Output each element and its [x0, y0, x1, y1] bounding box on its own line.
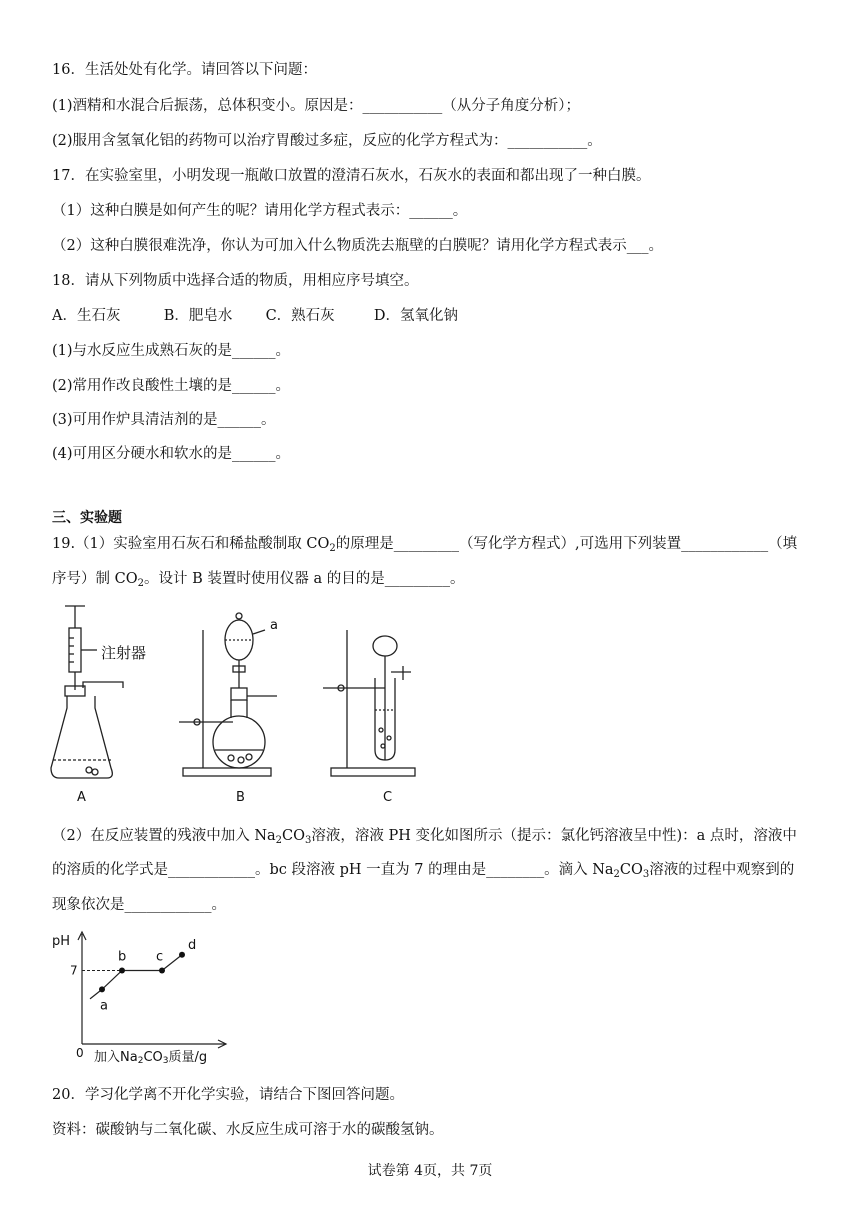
point-a	[99, 986, 105, 992]
q18-options	[52, 306, 458, 326]
chart-xlabel: 加入Na2CO3质量/g	[94, 1050, 208, 1066]
section-title: 三、实验题	[52, 510, 122, 526]
point-label-d: d	[188, 937, 197, 953]
apparatus-figure	[45, 600, 425, 815]
origin-label: 0	[76, 1046, 84, 1060]
q16-part2: (2)服用含氢氧化铝的药物可以治疗胃酸过多症，反应的化学方程式为：___________。	[52, 133, 602, 149]
q19-part2-line2: 的溶质的化学式是____________。bc 段溶液 pH 一直为 7 的理由是________。滴入 $Na_2CO_3$溶液的过程中观察到的	[52, 862, 795, 880]
point-c	[159, 968, 165, 974]
q18-part1: (1)与水反应生成熟石灰的是______。	[52, 343, 291, 359]
y-axis-label: pH	[52, 934, 71, 949]
point-label-c: c	[156, 949, 164, 965]
q18-part4: (4)可用区分硬水和软水的是______。	[52, 446, 291, 462]
q18-option-d: D．氢氧化钠	[373, 308, 459, 324]
point-label-b: b	[118, 949, 127, 965]
figure-label-a: A	[77, 790, 86, 805]
q18-option-b: B．肥皂水	[163, 308, 233, 324]
page-footer: 试卷第 4页，共 7页	[367, 1163, 493, 1179]
funnel-a-label: a	[270, 618, 278, 633]
y-tick-7: 7	[70, 963, 78, 978]
q18-part3: (3)可用作炉具清洁剂的是______。	[52, 412, 276, 428]
apparatus-b	[179, 613, 277, 776]
q18-stem: 18．请从下列物质中选择合适的物质，用相应序号填空。	[52, 273, 419, 289]
q16-part1: (1)酒精和水混合后振荡，总体积变小。原因是：___________（从分子角度分析）；	[52, 98, 581, 114]
q19-line2: 序号）制 $CO_2$。设计 B 装置时使用仪器 a 的目的是_________。	[52, 571, 465, 589]
ph-line	[90, 955, 182, 999]
apparatus-a	[51, 606, 123, 778]
q17-part1: （1）这种白膜是如何产生的呢？请用化学方程式表示：______。	[52, 203, 468, 219]
point-label-a: a	[100, 998, 108, 1014]
q19-line1: 19.（1）实验室用石灰石和稀盐酸制取 $CO_2$的原理是_________（写化学方程式）,可选用下列装置____________（填	[52, 536, 798, 554]
figure-label-b: B	[236, 790, 245, 805]
q19-part2-line1: （2）在反应装置的残液中加入 $Na_2CO_3$溶液，溶液 PH 变化如图所示（提示：氯化钙溶液呈中性)：a 点时，溶液中	[52, 828, 797, 846]
point-b	[119, 968, 125, 974]
apparatus-c	[323, 630, 415, 776]
q20-info: 资料：碳酸钠与二氧化碳、水反应生成可溶于水的碳酸氢钠。	[52, 1122, 444, 1138]
q18-part2: (2)常用作改良酸性土壤的是______。	[52, 378, 291, 394]
figure-label-c: C	[383, 790, 393, 805]
q19-part2-line3: 现象依次是____________。	[52, 897, 226, 913]
ph-chart	[50, 928, 230, 1063]
point-d	[179, 952, 185, 958]
q17-stem: 17．在实验室里，小明发现一瓶敞口放置的澄清石灰水，石灰水的表面和都出现了一种白膜。	[52, 168, 651, 184]
syringe-label: 注射器	[101, 644, 147, 662]
q18-option-c: C．熟石灰	[265, 308, 335, 324]
q20-stem: 20．学习化学离不开化学实验，请结合下图回答问题。	[52, 1087, 404, 1103]
q18-option-a: A．生石灰	[52, 308, 121, 324]
q16-stem: 16．生活处处有化学。请回答以下问题：	[52, 62, 317, 78]
q17-part2: （2）这种白膜很难洗净，你认为可加入什么物质洗去瓶壁的白膜呢？请用化学方程式表示___。	[52, 238, 663, 254]
